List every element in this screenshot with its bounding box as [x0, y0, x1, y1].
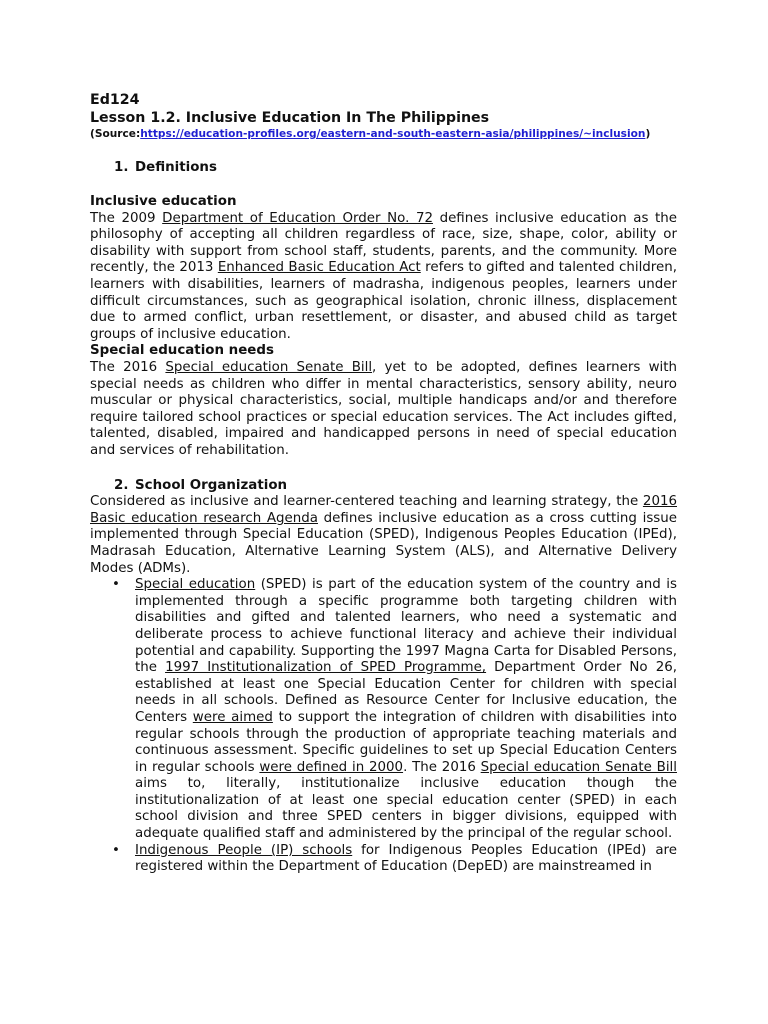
link-enhanced-basic-education-act[interactable]: Enhanced Basic Education Act — [217, 260, 421, 276]
text-run: aims to, literally, institutionalize inclusive education though the institutionalization of at least one special education center (SPED) in each school division and three SPED centers in bigger divisions, equipped with adequate qualified staff and administered by the principal of the regular school. — [135, 776, 677, 842]
course-code: Ed124 — [90, 92, 140, 108]
document-page — [90, 92, 677, 876]
lesson-title: Lesson 1.2. Inclusive Education In The Philippines — [90, 110, 490, 126]
link-basic-education-research-agenda[interactable]: 2016 Basic education research Agenda — [90, 494, 677, 526]
special-education-needs-paragraph — [90, 360, 677, 460]
section-heading-school-organization — [90, 478, 677, 495]
link-institutionalization-sped[interactable]: 1997 Institutionalization of SPED Programme, — [165, 660, 487, 676]
text-run: to support the integration of children with disabilities into regular schools through the production of appropriate teaching materials and continuous assessment. Specific guidelines to set up Special Education Centers in regular schools — [135, 709, 677, 775]
section-number: 1. — [114, 159, 129, 175]
source-line — [90, 128, 677, 142]
section-title: School Organization — [135, 477, 288, 493]
text-run: Considered as inclusive and learner-centered teaching and learning strategy, the — [90, 494, 643, 510]
inclusive-education-paragraph — [90, 211, 677, 344]
text-run: The 2016 — [90, 360, 166, 376]
text-run: . The 2016 — [403, 759, 481, 775]
bullet-icon: • — [112, 577, 120, 593]
organization-bullet-list — [90, 577, 677, 876]
list-item — [90, 577, 677, 843]
text-run: defines inclusive education as the philosophy of accepting all children regardless of race, size, shape, color, ability or disability with support from school staff, students, parents, and the community. More recently, the 2013 — [90, 210, 677, 276]
school-organization-intro — [90, 494, 677, 577]
special-education-needs-heading: Special education needs — [90, 343, 274, 359]
section-number: 2. — [114, 477, 129, 493]
text-run: refers to gifted and talented children, learners with disabilities, learners of madrasha, indigenous peoples, learners under difficult circumstances, such as geographical isolation, chronic illness, displacement due to armed conflict, urban resettlement, or disaster, and abused child as target groups of inclusive education. — [90, 260, 677, 342]
text-run: (SPED) is part of the education system of the country and is implemented through a specific programme both targeting children with disabilities and gifted and talented learners, who need a systematic and deliberate process to achieve functional literacy and achieve their individual potential and capability. Supporting the 1997 Magna Carta for Disabled Persons, the — [135, 577, 677, 676]
source-suffix: ) — [645, 128, 651, 140]
section-heading-definitions — [90, 160, 677, 177]
text-run: Department Order No 26, established at least one Special Education Center for children with special needs in all schools. Defined as Resource Center for Inclusive education, the Centers — [135, 660, 677, 725]
link-were-aimed[interactable]: were aimed — [192, 709, 273, 725]
text-run: defines inclusive education as a cross cutting issue implemented through Special Education (SPED), Indigenous Peoples Education (IPEd), Madrasah Education, Alternative Learning System (ALS), and Alternative Delivery Modes (ADMs). — [90, 510, 677, 576]
link-special-education-senate-bill-2[interactable]: Special education Senate Bill — [480, 759, 677, 775]
section-title: Definitions — [135, 159, 217, 175]
link-special-education[interactable]: Special education — [135, 577, 256, 593]
text-run: The 2009 — [90, 210, 163, 226]
text-run: for Indigenous Peoples Education (IPEd) are registered within the Department of Education (DepED) are mainstreamed in — [135, 842, 677, 875]
link-deped-order-72[interactable]: Department of Education Order No. 72 — [162, 210, 433, 226]
source-link[interactable]: https://education-profiles.org/eastern-and-south-eastern-asia/philippines/~inclusion — [140, 128, 646, 140]
bullet-icon: • — [112, 842, 120, 858]
link-ip-schools[interactable]: Indigenous People (IP) schools — [135, 842, 353, 858]
text-run: , yet to be adopted, defines learners with special needs as children who differ in mental characteristics, sensory ability, neuro muscular or physical characteristics, social, multiple handicaps and/or and therefore require tailored school practices or special education services. The Act includes gifted, talented, disabled, impaired and handicapped persons in need of special education and services of rehabilitation. — [90, 360, 677, 458]
source-prefix: (Source: — [90, 128, 141, 140]
inclusive-education-heading: Inclusive education — [90, 194, 237, 210]
list-item — [90, 843, 677, 876]
link-special-education-senate-bill[interactable]: Special education Senate Bill — [165, 360, 373, 376]
link-were-defined-2000[interactable]: were defined in 2000 — [259, 759, 404, 775]
